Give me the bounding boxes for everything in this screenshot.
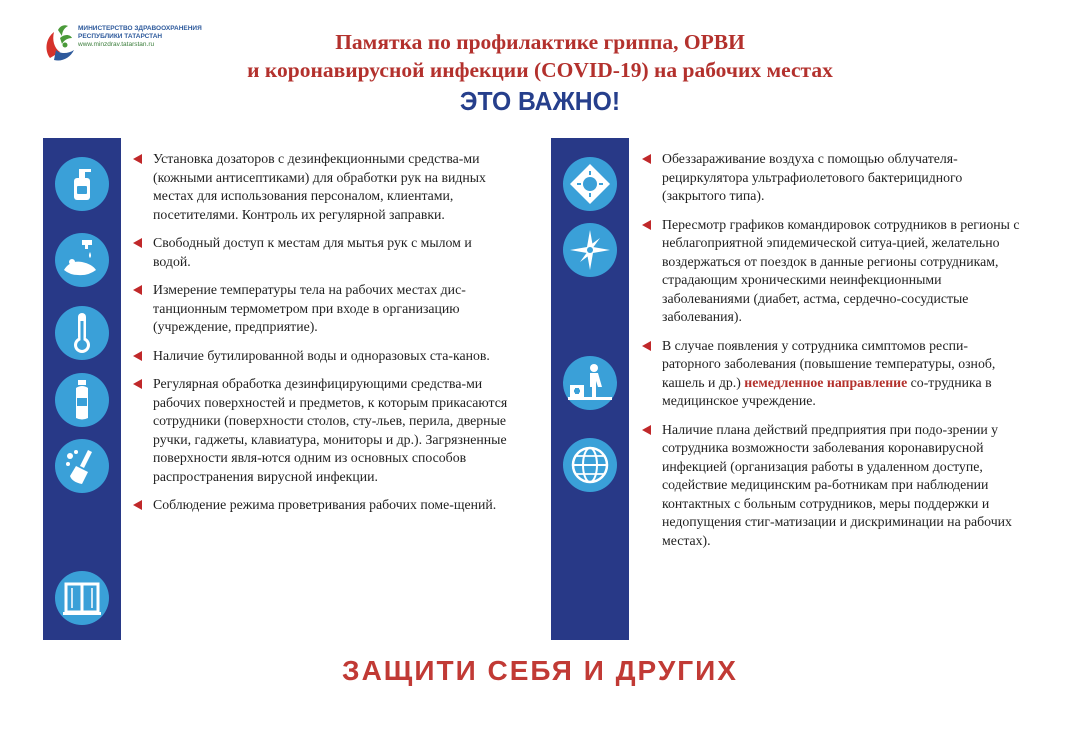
list-item — [131, 375, 511, 486]
item-text: Регулярная обработка дезинфицирующими средства-ми рабочих поверхностей и предметов, к которым прикасаются сотрудники (поверхности столов, сту-льев, перила, дверные ручки, гаджеты, клавиатура, мониторы и др.). Загрязненные поверхности явля-ются одним из основных способов распространения вирусной инфекции. — [153, 376, 508, 484]
bullet-arrow-icon — [642, 341, 651, 351]
item-text-highlight: немедленное направление — [744, 374, 908, 390]
item-text: Наличие бутилированной воды и одноразовых ста-канов. — [153, 347, 490, 363]
medical-icon — [562, 355, 618, 411]
compass-icon — [562, 222, 618, 278]
item-text: Свободный доступ к местам для мытья рук с мылом и водой. — [153, 235, 472, 269]
item-text: Установка дозаторов с дезинфекционными средства-ми (кожными антисептиками) для обработки рук на видных местах для использования персоналом, клиентами, посетителями. Контроль их регулярной заправки. — [153, 151, 486, 222]
bullet-arrow-icon — [642, 220, 651, 230]
right-column — [640, 150, 1020, 560]
bullet-arrow-icon — [133, 351, 142, 361]
page-title — [0, 28, 1080, 84]
left-column — [131, 150, 511, 525]
cleaning-icon — [54, 438, 110, 494]
water-bottle-icon — [54, 372, 110, 428]
footer-slogan: ЗАЩИТИ СЕБЯ И ДРУГИХ — [342, 655, 738, 686]
bullet-arrow-icon — [133, 500, 142, 510]
bullet-arrow-icon — [133, 238, 142, 248]
title-line-1: Памятка по профилактике гриппа, ОРВИ — [335, 30, 745, 54]
thermometer-icon — [54, 305, 110, 361]
dispenser-icon — [54, 156, 110, 212]
item-text: Наличие плана действий предприятия при подо-зрении у сотрудника возможности заболевания коронавирусной инфекцией (организация работы в удаленном доступе, содействие медицинским ра-ботникам при наблюдении контактных с больным сотрудников, меры поддержки и недопущения стиг-матизации и дискриминации на рабочих местах). — [662, 421, 1012, 548]
bullet-arrow-icon — [133, 379, 142, 389]
item-text: Пересмотр графиков командировок сотрудников в регионы с неблагоприятной эпидемической ситуа-цией, желательно воздержаться от поездок в данные регионы сотрудникам, страдающим хроническими неинфекционными заболеваниями (диабет, астма, сердечно-сосудистые заболевания). — [662, 216, 1020, 324]
list-item — [131, 496, 511, 515]
item-text-post: со-трудника в медицинское учреждение. — [662, 374, 992, 408]
list-item — [131, 150, 511, 224]
list-item — [640, 150, 1020, 206]
page-subtitle: ЭТО ВАЖНО! — [459, 86, 621, 116]
handwash-icon — [54, 232, 110, 288]
logo-line-1: МИНИСТЕРСТВО ЗДРАВООХРАНЕНИЯ — [78, 25, 202, 32]
bullet-arrow-icon — [133, 154, 142, 164]
globe-icon — [562, 437, 618, 493]
item-text: Обеззараживание воздуха с помощью облучателя-рециркулятора ультрафиолетового бактерицидного (закрытого типа). — [662, 151, 963, 203]
logo-line-2: РЕСПУБЛИКИ ТАТАРСТАН — [78, 33, 163, 40]
list-item — [131, 234, 511, 271]
bullet-arrow-icon — [133, 285, 142, 295]
uv-lamp-icon — [562, 156, 618, 212]
title-line-2: и коронавирусной инфекции (COVID-19) на рабочих местах — [247, 58, 833, 82]
item-text: Соблюдение режима проветривания рабочих поме-щений. — [153, 497, 497, 512]
list-item — [640, 216, 1020, 327]
item-text: Измерение температуры тела на рабочих местах дис-танционным термометром при входе в организацию (учреждение, предприятие). — [153, 282, 466, 334]
list-item — [131, 281, 511, 337]
bullet-arrow-icon — [642, 154, 651, 164]
bullet-arrow-icon — [642, 425, 651, 435]
item-text-pre: В случае появления у сотрудника симптомов респи-раторного заболевания (повышение температуры, озноб, кашель и др.) — [662, 337, 996, 390]
list-item — [131, 347, 511, 366]
list-item — [640, 421, 1020, 551]
logo-site: www.minzdrav.tatarstan.ru — [78, 41, 155, 48]
window-icon — [54, 570, 110, 626]
list-item — [640, 337, 1020, 411]
